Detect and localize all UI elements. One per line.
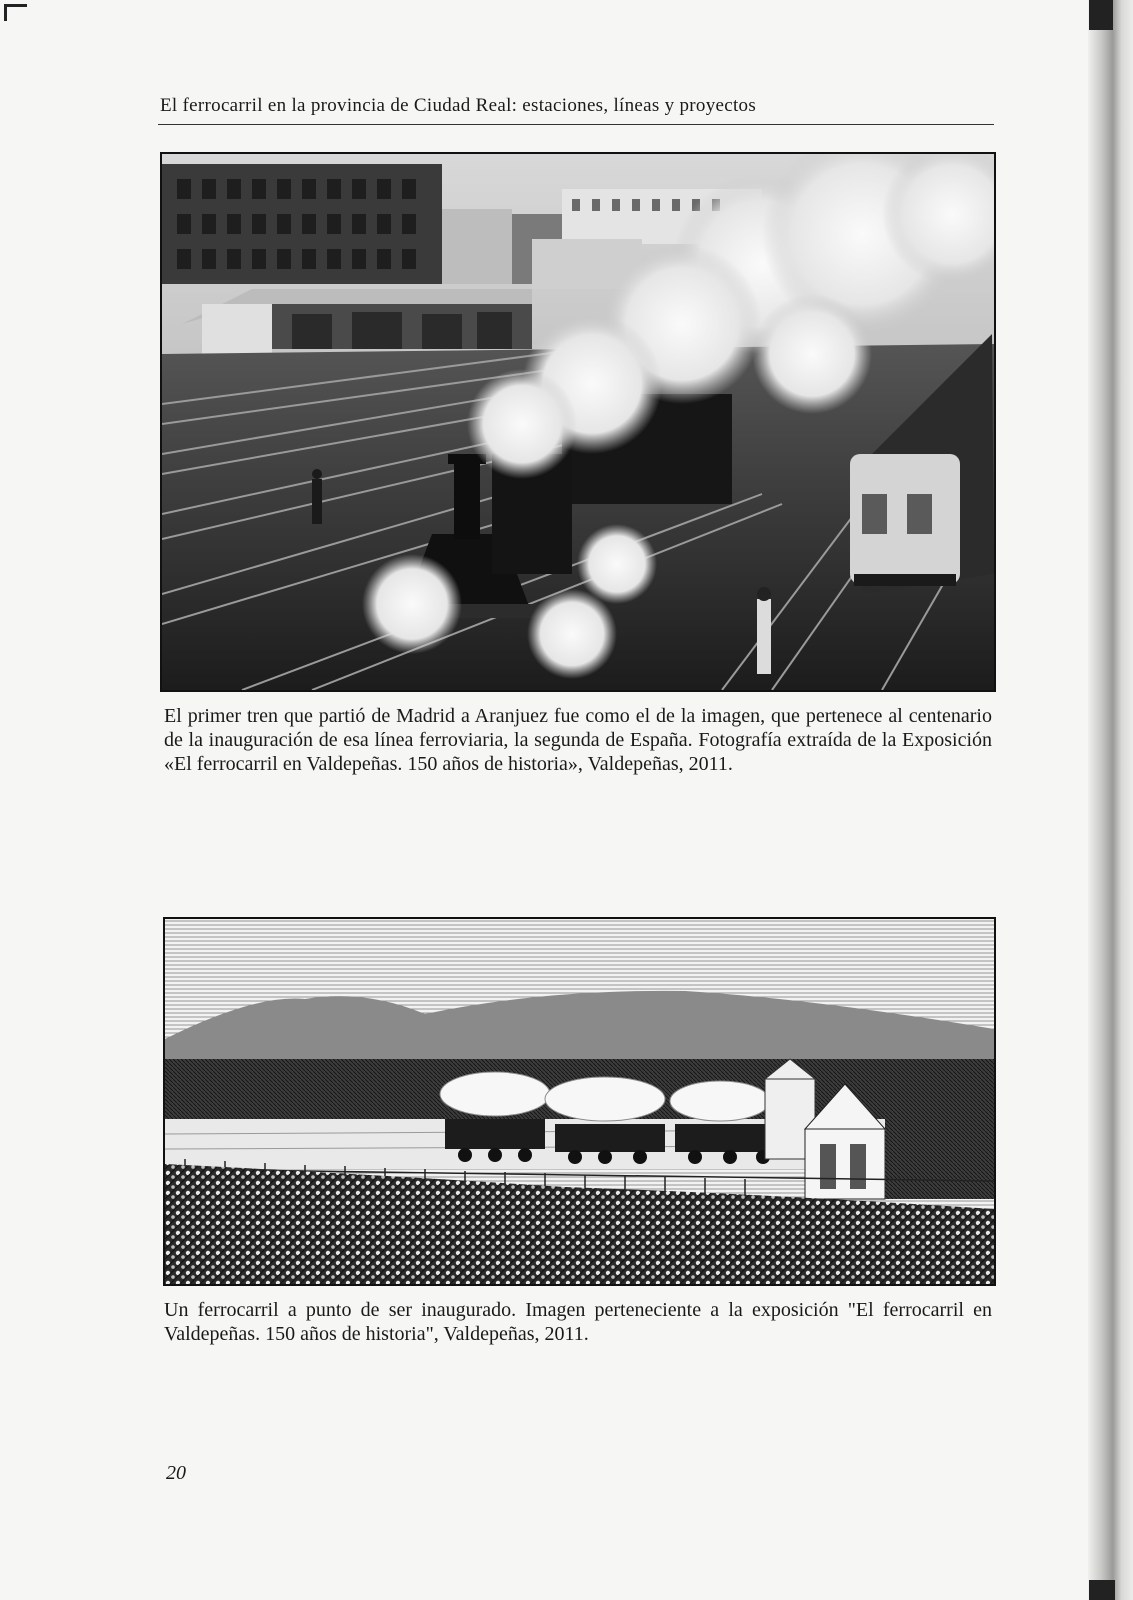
page-number: 20 [166, 1462, 186, 1484]
scan-edge-mark-bottom [1089, 1580, 1115, 1600]
inauguration-engraving [163, 917, 996, 1286]
locomotive-photo [160, 152, 996, 692]
inauguration-engraving-image [165, 919, 994, 1284]
book-spine-shadow [1088, 0, 1133, 1600]
figure-caption-2: Un ferrocarril a punto de ser inaugurado. Imagen perteneciente a la exposición "El ferrocarril en Valdepeñas. 150 años de historia", Valdepeñas, 2011. [164, 1299, 992, 1345]
figure-caption-1: El primer tren que partió de Madrid a Aranjuez fue como el de la imagen, que pertenece al centenario de la inauguración de esa línea ferroviaria, la segunda de España. Fotografía extraída de la Exposición «El ferrocarril en Valdepeñas. 150 años de historia», Valdepeñas, 2011. [164, 705, 992, 775]
scan-edge-mark-top [1089, 0, 1113, 30]
locomotive-photo-image [162, 154, 994, 690]
running-header: El ferrocarril en la provincia de Ciudad Real: estaciones, líneas y proyectos [160, 95, 757, 116]
header-rule [158, 124, 994, 125]
scan-corner-mark [4, 4, 27, 21]
